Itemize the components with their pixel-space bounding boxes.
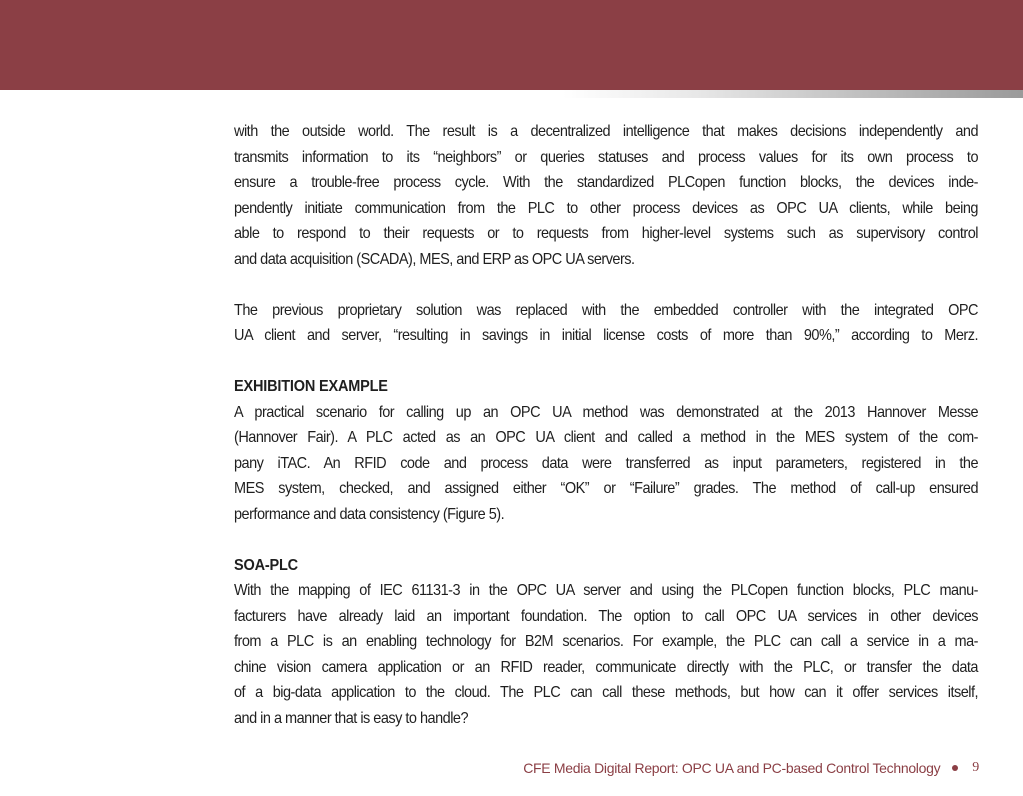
text-line: The previous proprietary solution was replaced with the embedded controller with the integrated OPC (234, 301, 978, 319)
body-text-inner (234, 119, 978, 731)
bullet-separator-icon (952, 765, 958, 771)
paragraph-spacer (234, 527, 978, 553)
text-line: UA client and server, “resulting in savings in initial license costs of more than 90%,” according to Merz. (234, 327, 978, 344)
text-line: (Hannover Fair). A PLC acted as an OPC UA client and called a method in the MES system of the com- (234, 429, 978, 446)
text-line: and data acquisition (SCADA), MES, and ERP as OPC UA servers. (234, 250, 635, 268)
paragraph-decentralized-intelligence (234, 119, 978, 272)
footer-title: CFE Media Digital Report: OPC UA and PC-based Control Technology (523, 760, 941, 776)
text-line: With the mapping of IEC 61131-3 in the OPC UA server and using the PLCopen function blocks, PLC manu- (234, 582, 978, 599)
text-line: and in a manner that is easy to handle? (234, 709, 469, 727)
section-heading-soa-plc: SOA-PLC (234, 556, 298, 574)
text-line: ensure a trouble-free process cycle. With the standardized PLCopen function blocks, the devices inde- (234, 174, 978, 191)
text-line: pendently initiate communication from the PLC to other process devices as OPC UA clients, while being (234, 199, 978, 217)
text-line: performance and data consistency (Figure 5). (234, 505, 505, 523)
text-line: facturers have already laid an important foundation. The option to call OPC UA services in other devices (234, 607, 978, 625)
paragraph-spacer (234, 349, 978, 375)
text-line: pany iTAC. An RFID code and process data were transferred as input parameters, registered in the (234, 454, 978, 472)
page-footer (523, 760, 979, 776)
text-line: of a big-data application to the cloud. The PLC can call these methods, but how can it offer services itself, (234, 684, 978, 701)
paragraph-soa-plc (234, 578, 978, 731)
body-text (234, 119, 978, 731)
text-line: transmits information to its “neighbors” or queries statuses and process values for its own process to (234, 148, 978, 166)
text-line: MES system, checked, and assigned either “OK” or “Failure” grades. The method of call-up ensured (234, 480, 978, 497)
paragraph-exhibition-example (234, 400, 978, 528)
page-number: 9 (972, 760, 979, 775)
paragraph-proprietary-solution (234, 298, 978, 349)
header-rule (0, 90, 1023, 98)
text-line: able to respond to their requests or to requests from higher-level systems such as supervisory control (234, 225, 978, 242)
section-heading-exhibition: EXHIBITION EXAMPLE (234, 378, 388, 395)
text-line: with the outside world. The result is a decentralized intelligence that makes decisions independently and (234, 123, 978, 140)
text-line: A practical scenario for calling up an OPC UA method was demonstrated at the 2013 Hannover Messe (234, 403, 978, 421)
text-line: chine vision camera application or an RFID reader, communicate directly with the PLC, or transfer the data (234, 658, 978, 676)
header-band (0, 0, 1023, 90)
text-line: from a PLC is an enabling technology for B2M scenarios. For example, the PLC can call a service in a ma- (234, 633, 978, 650)
paragraph-spacer (234, 272, 978, 298)
